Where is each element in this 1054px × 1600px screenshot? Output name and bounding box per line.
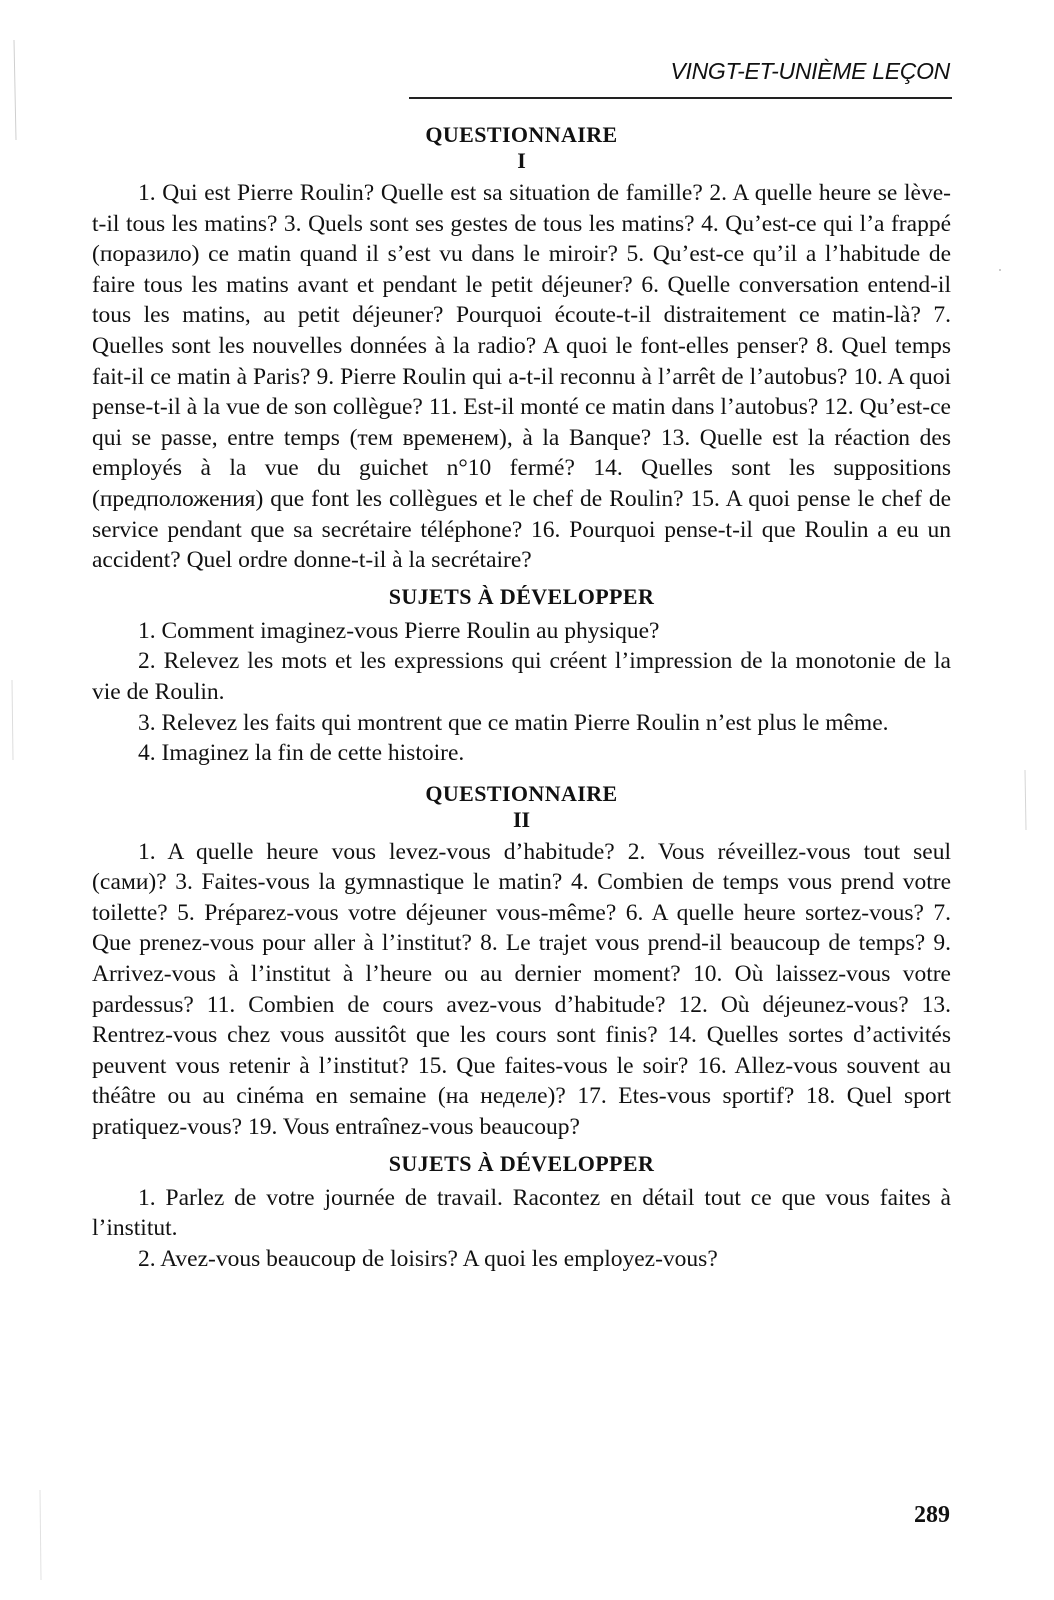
page-content [92,120,951,1274]
sujets-2-item: 2. Avez-vous beaucoup de loisirs? A quoi les employez-vous? [138,1245,718,1272]
questionnaire-1-title: QUESTIONNAIRE [425,122,618,147]
running-head: VINGT-ET-UNIÈME LEÇON [670,58,950,84]
header-rule [409,97,952,99]
sujets-1-item: 3. Relevez les faits qui montrent que ce matin Pierre Roulin n’est plus le même. [138,709,889,736]
sujets-1-title: SUJETS À DÉVELOPPER [388,583,655,609]
sujets-2-item: 1. Parlez de votre journée de travail. Racontez en détail tout ce que vous faites à l’institut. [92,1184,951,1242]
sujets-2-title: SUJETS À DÉVELOPPER [388,1150,655,1176]
questionnaire-2-number: II [512,806,531,832]
sujets-2-section [92,1149,951,1275]
sujets-1-item: 2. Relevez les mots et les expressions qui créent l’impression de la monotonie de la vie de Roulin. [92,648,951,705]
questionnaire-2-text: 1. A quelle heure vous levez-vous d’habitude? 2. Vous réveillez-vous tout seul (сами)? 3. Faites-vous la gymnastique le matin? 4. Combien de temps vous prend votre toilette? 5. Préparez-vous votre déjeuner vous-même? 6. A quelle heure sortez-vous? 7. Que prenez-vous pour aller à l’institut? 8. Le trajet vous prend-il beaucoup de temps? 9. Arrivez-vous à l’institut à l’heure ou au dernier moment? 10. Où laissez-vous votre pardessus? 11. Combien de cours avez-vous d’habitude? 12. Où déjeunez-vous? 13. Rentrez-vous chez vous aussitôt que les cours sont finis? 14. Quelles sortes d’activités peuvent vous retenir à l’institut? 15. Que faites-vous le soir? 16. Allez-vous souvent au théâtre ou au cinéma en semaine (на неделе)? 17. Etes-vous sportif? 18. Quel sport pratiquez-vous? 19. Vous entraînez-vous beaucoup? [92,838,951,1141]
sujets-1-section [92,582,951,769]
questionnaire-1-section [92,120,951,576]
questionnaire-1-number: I [517,148,526,173]
questionnaire-2-section [92,779,951,1143]
sujets-1-item: 1. Comment imaginez-vous Pierre Roulin au physique? [138,617,660,644]
questionnaire-1-text: 1. Qui est Pierre Roulin? Quelle est sa situation de famille? 2. A quelle heure se lève-t-il tous les matins? 3. Quels sont ses gestes de tous les matins? 4. Qu’est-ce qui l’a frappé (поразило) ce matin quand il s’est vu dans le miroir? 5. Qu’est-ce qu’il a l’habitude de faire tous les matins avant et pendant le petit déjeuner? 6. Quelle conversation entend-il tous les matins, au petit déjeuner? Pourquoi écoute-t-il distraitement ce matin-là? 7. Quelles sont les nouvelles données à la radio? A quoi le font-elles penser? 8. Quel temps fait-il ce matin à Paris? 9. Pierre Roulin qui a-t-il reconnu à l’arrêt de l’autobus? 10. A quoi pense-t-il à la vue de son collègue? 11. Est-il monté ce matin dans l’autobus? 12. Qu’est-ce qui se passe, entre temps (тем временем), à la Banque? 13. Quelle est la réaction des employés à la vue du guichet n°10 fermé? 14. Quelles sont les suppositions (предположения) que font les collègues et le chef de Roulin? 15. A quoi pense le chef de service pendant que sa secrétaire téléphone? 16. Pourquoi pense-t-il que Roulin a eu un accident? Quel ordre donne-t-il à la secrétaire? [92,180,951,574]
page-number: 289 [914,1502,950,1528]
questionnaire-2-title: QUESTIONNAIRE [425,780,618,806]
sujets-1-item: 4. Imaginez la fin de cette histoire. [138,740,465,767]
